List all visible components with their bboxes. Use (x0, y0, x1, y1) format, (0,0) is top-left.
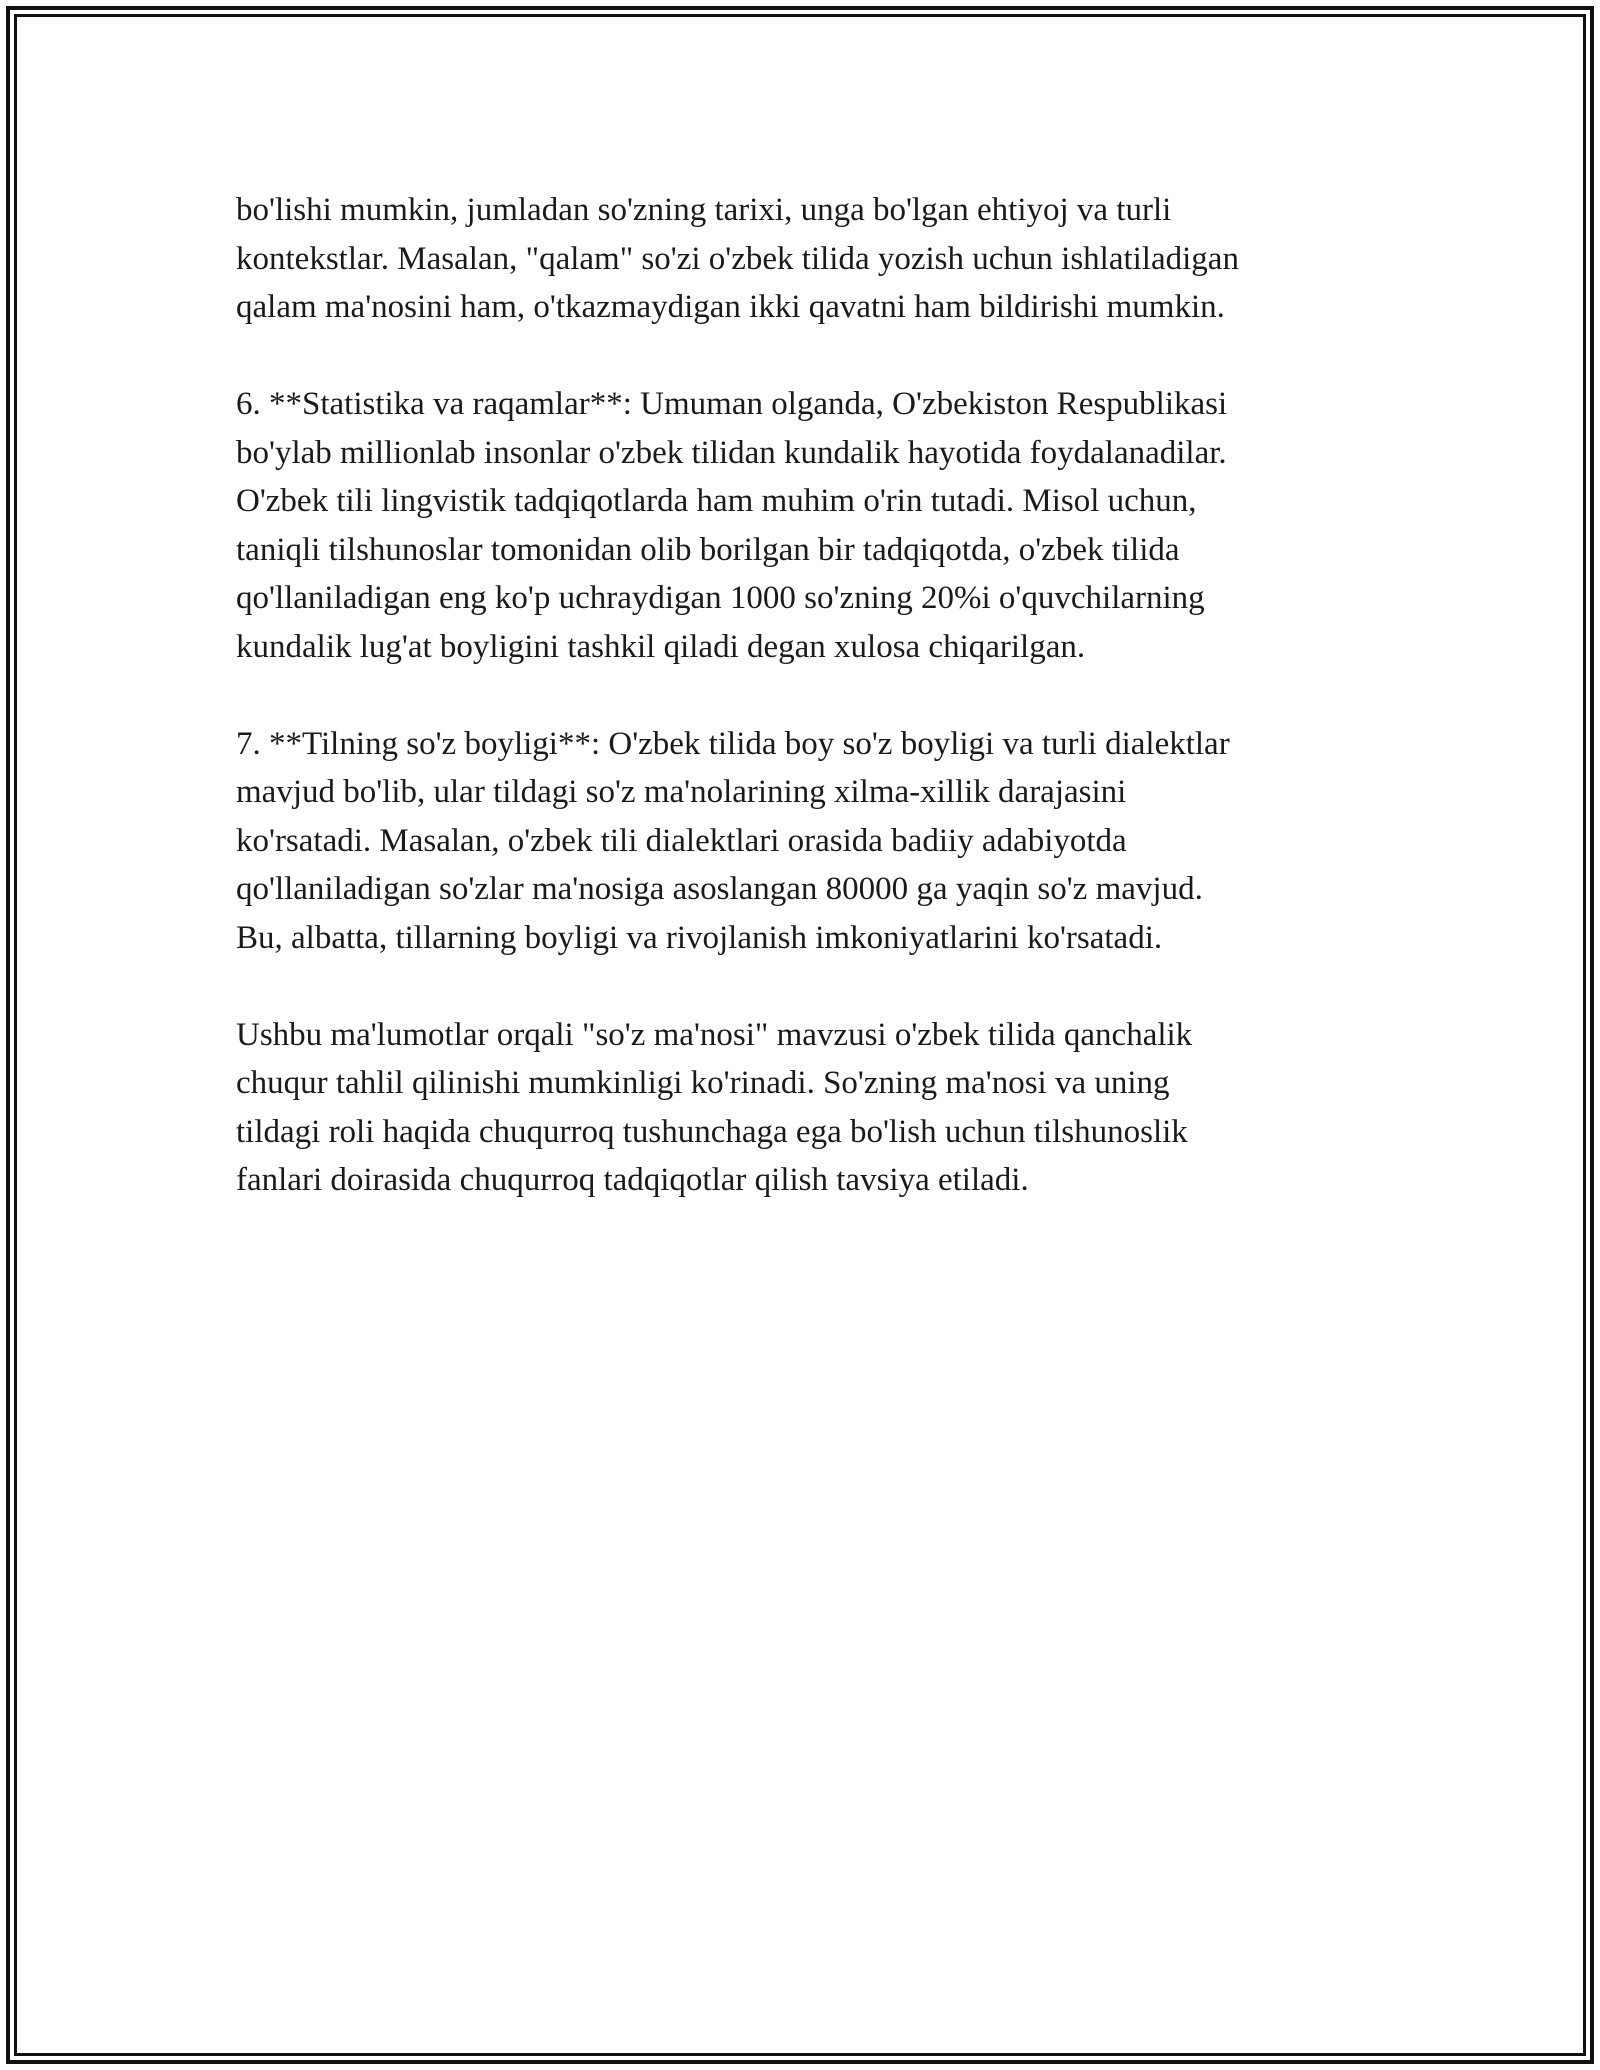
document-body (236, 186, 1366, 1253)
text-line: Bu, albatta, tillarning boyligi va rivojlanish imkoniyatlarini ko'rsatadi. (236, 919, 1163, 956)
text-line: 7. **Tilning so'z boyligi**: O'zbek tilida boy so'z boyligi va turli dialektlar (236, 725, 1230, 762)
text-line: mavjud bo'lib, ular tildagi so'z ma'nolarining xilma-xillik darajasini (236, 774, 1127, 810)
text-line: tildagi roli haqida chuqurroq tushunchaga ega bo'lish uchun tilshunoslik (236, 1113, 1188, 1150)
paragraph-word-meaning-context (236, 186, 1366, 332)
text-line: taniqli tilshunoslar tomonidan olib borilgan bir tadqiqotda, o'zbek tilida (236, 531, 1180, 568)
text-line: ko'rsatadi. Masalan, o'zbek tili dialektlari orasida badiiy adabiyotda (236, 822, 1127, 859)
text-line: qo'llaniladigan so'zlar ma'nosiga asoslangan 80000 ga yaqin so'z mavjud. (236, 871, 1203, 907)
paragraph-vocabulary (236, 720, 1366, 963)
text-line: 6. **Statistika va raqamlar**: Umuman olganda, O'zbekiston Respublikasi (236, 386, 1228, 422)
text-line: chuqur tahlil qilinishi mumkinligi ko'rinadi. So'zning ma'nosi va uning (236, 1065, 1170, 1101)
text-line: kontekstlar. Masalan, "qalam" so'zi o'zbek tilida yozish uchun ishlatiladigan (236, 240, 1239, 277)
text-line: kundalik lug'at boyligini tashkil qiladi degan xulosa chiqarilgan. (236, 628, 1086, 665)
text-line: Ushbu ma'lumotlar orqali "so'z ma'nosi" mavzusi o'zbek tilida qanchalik (236, 1016, 1193, 1053)
text-line: qo'llaniladigan eng ko'p uchraydigan 1000 so'zning 20%i o'quvchilarning (236, 580, 1205, 616)
paragraph-statistics (236, 380, 1366, 671)
text-line: O'zbek tili lingvistik tadqiqotlarda ham muhim o'rin tutadi. Misol uchun, (236, 483, 1197, 519)
text-line: qalam ma'nosini ham, o'tkazmaydigan ikki qavatni ham bildirishi mumkin. (236, 289, 1225, 325)
text-line: fanlari doirasida chuqurroq tadqiqotlar qilish tavsiya etiladi. (236, 1162, 1029, 1198)
paragraph-conclusion (236, 1011, 1366, 1205)
text-line: bo'ylab millionlab insonlar o'zbek tilidan kundalik hayotida foydalanadilar. (236, 434, 1227, 471)
text-line: bo'lishi mumkin, jumladan so'zning tarixi, unga bo'lgan ehtiyoj va turli (236, 192, 1172, 228)
